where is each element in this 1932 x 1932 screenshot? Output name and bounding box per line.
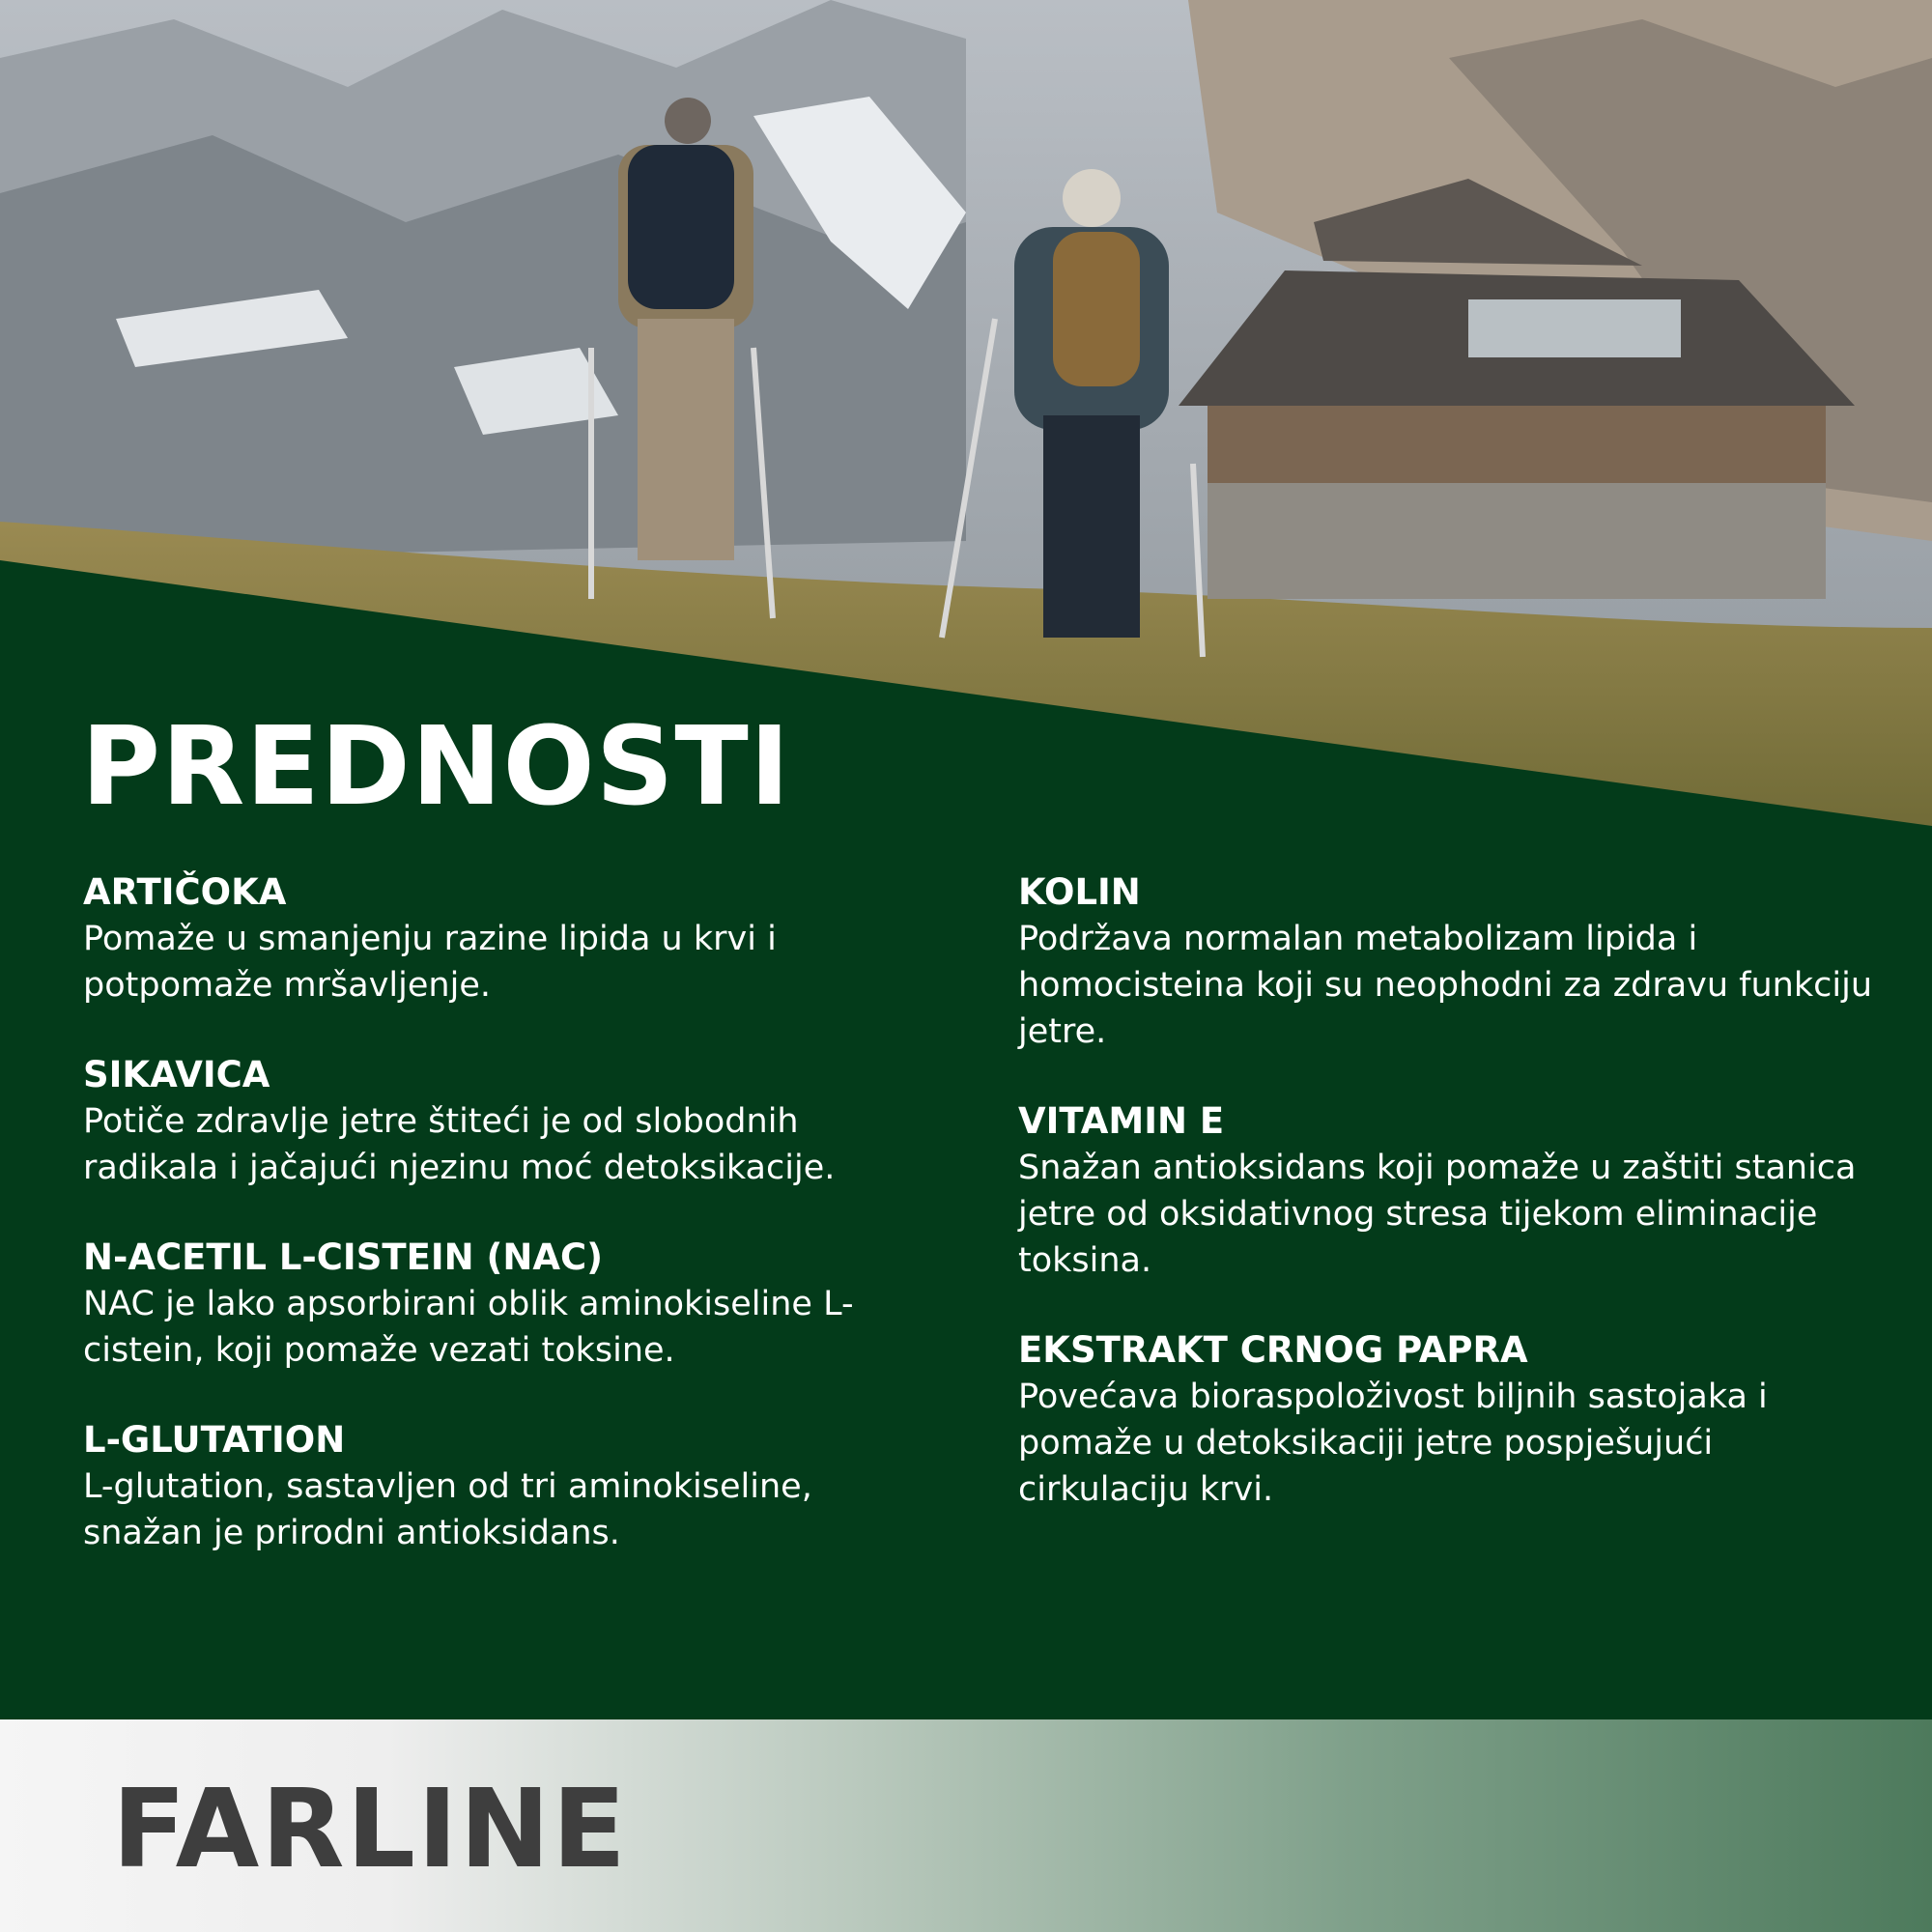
- benefit-text: Podržava normalan metabolizam lipida i homocisteina koji su neophodni za zdravu funkciju jetre.: [1018, 920, 1873, 1051]
- benefit-text: Povećava bioraspoloživost biljnih sastojaka i pomaže u detoksikaciji jetre pospješujući cirkulaciju krvi.: [1018, 1378, 1768, 1509]
- benefit-item: [83, 1052, 933, 1191]
- benefit-item: [1018, 1098, 1888, 1284]
- benefit-heading: L-GLUTATION: [83, 1419, 346, 1461]
- benefit-item: [83, 1417, 933, 1556]
- benefit-item: [1018, 1327, 1888, 1513]
- page-title: PREDNOSTI: [81, 704, 791, 830]
- benefit-heading: VITAMIN E: [1018, 1100, 1225, 1142]
- benefit-heading: ARTIČOKA: [83, 871, 287, 913]
- benefit-text: Potiče zdravlje jetre štiteći je od slobodnih radikala i jačajući njezinu moć detoksikacije.: [83, 1102, 836, 1187]
- benefit-text: L-glutation, sastavljen od tri aminokiseline, snažan je prirodni antioksidans.: [83, 1467, 812, 1552]
- benefits-column-left: [83, 869, 933, 1600]
- benefit-text: Snažan antioksidans koji pomaže u zaštiti stanica jetre od oksidativnog stresa tijekom eliminacije toksina.: [1018, 1149, 1857, 1280]
- benefit-text: Pomaže u smanjenju razine lipida u krvi i potpomaže mršavljenje.: [83, 920, 777, 1005]
- brand-logo: FARLINE: [112, 1767, 628, 1892]
- benefit-heading: KOLIN: [1018, 871, 1141, 913]
- benefit-item: [1018, 869, 1888, 1055]
- benefit-item: [83, 869, 933, 1009]
- benefit-heading: EKSTRAKT CRNOG PAPRA: [1018, 1329, 1528, 1371]
- benefit-text: NAC je lako apsorbirani oblik aminokiseline L-cistein, koji pomaže vezati toksine.: [83, 1285, 854, 1370]
- benefits-column-right: [1018, 869, 1888, 1556]
- benefit-item: [83, 1235, 933, 1374]
- benefit-heading: SIKAVICA: [83, 1054, 270, 1095]
- benefit-heading: N-ACETIL L-CISTEIN (NAC): [83, 1236, 604, 1278]
